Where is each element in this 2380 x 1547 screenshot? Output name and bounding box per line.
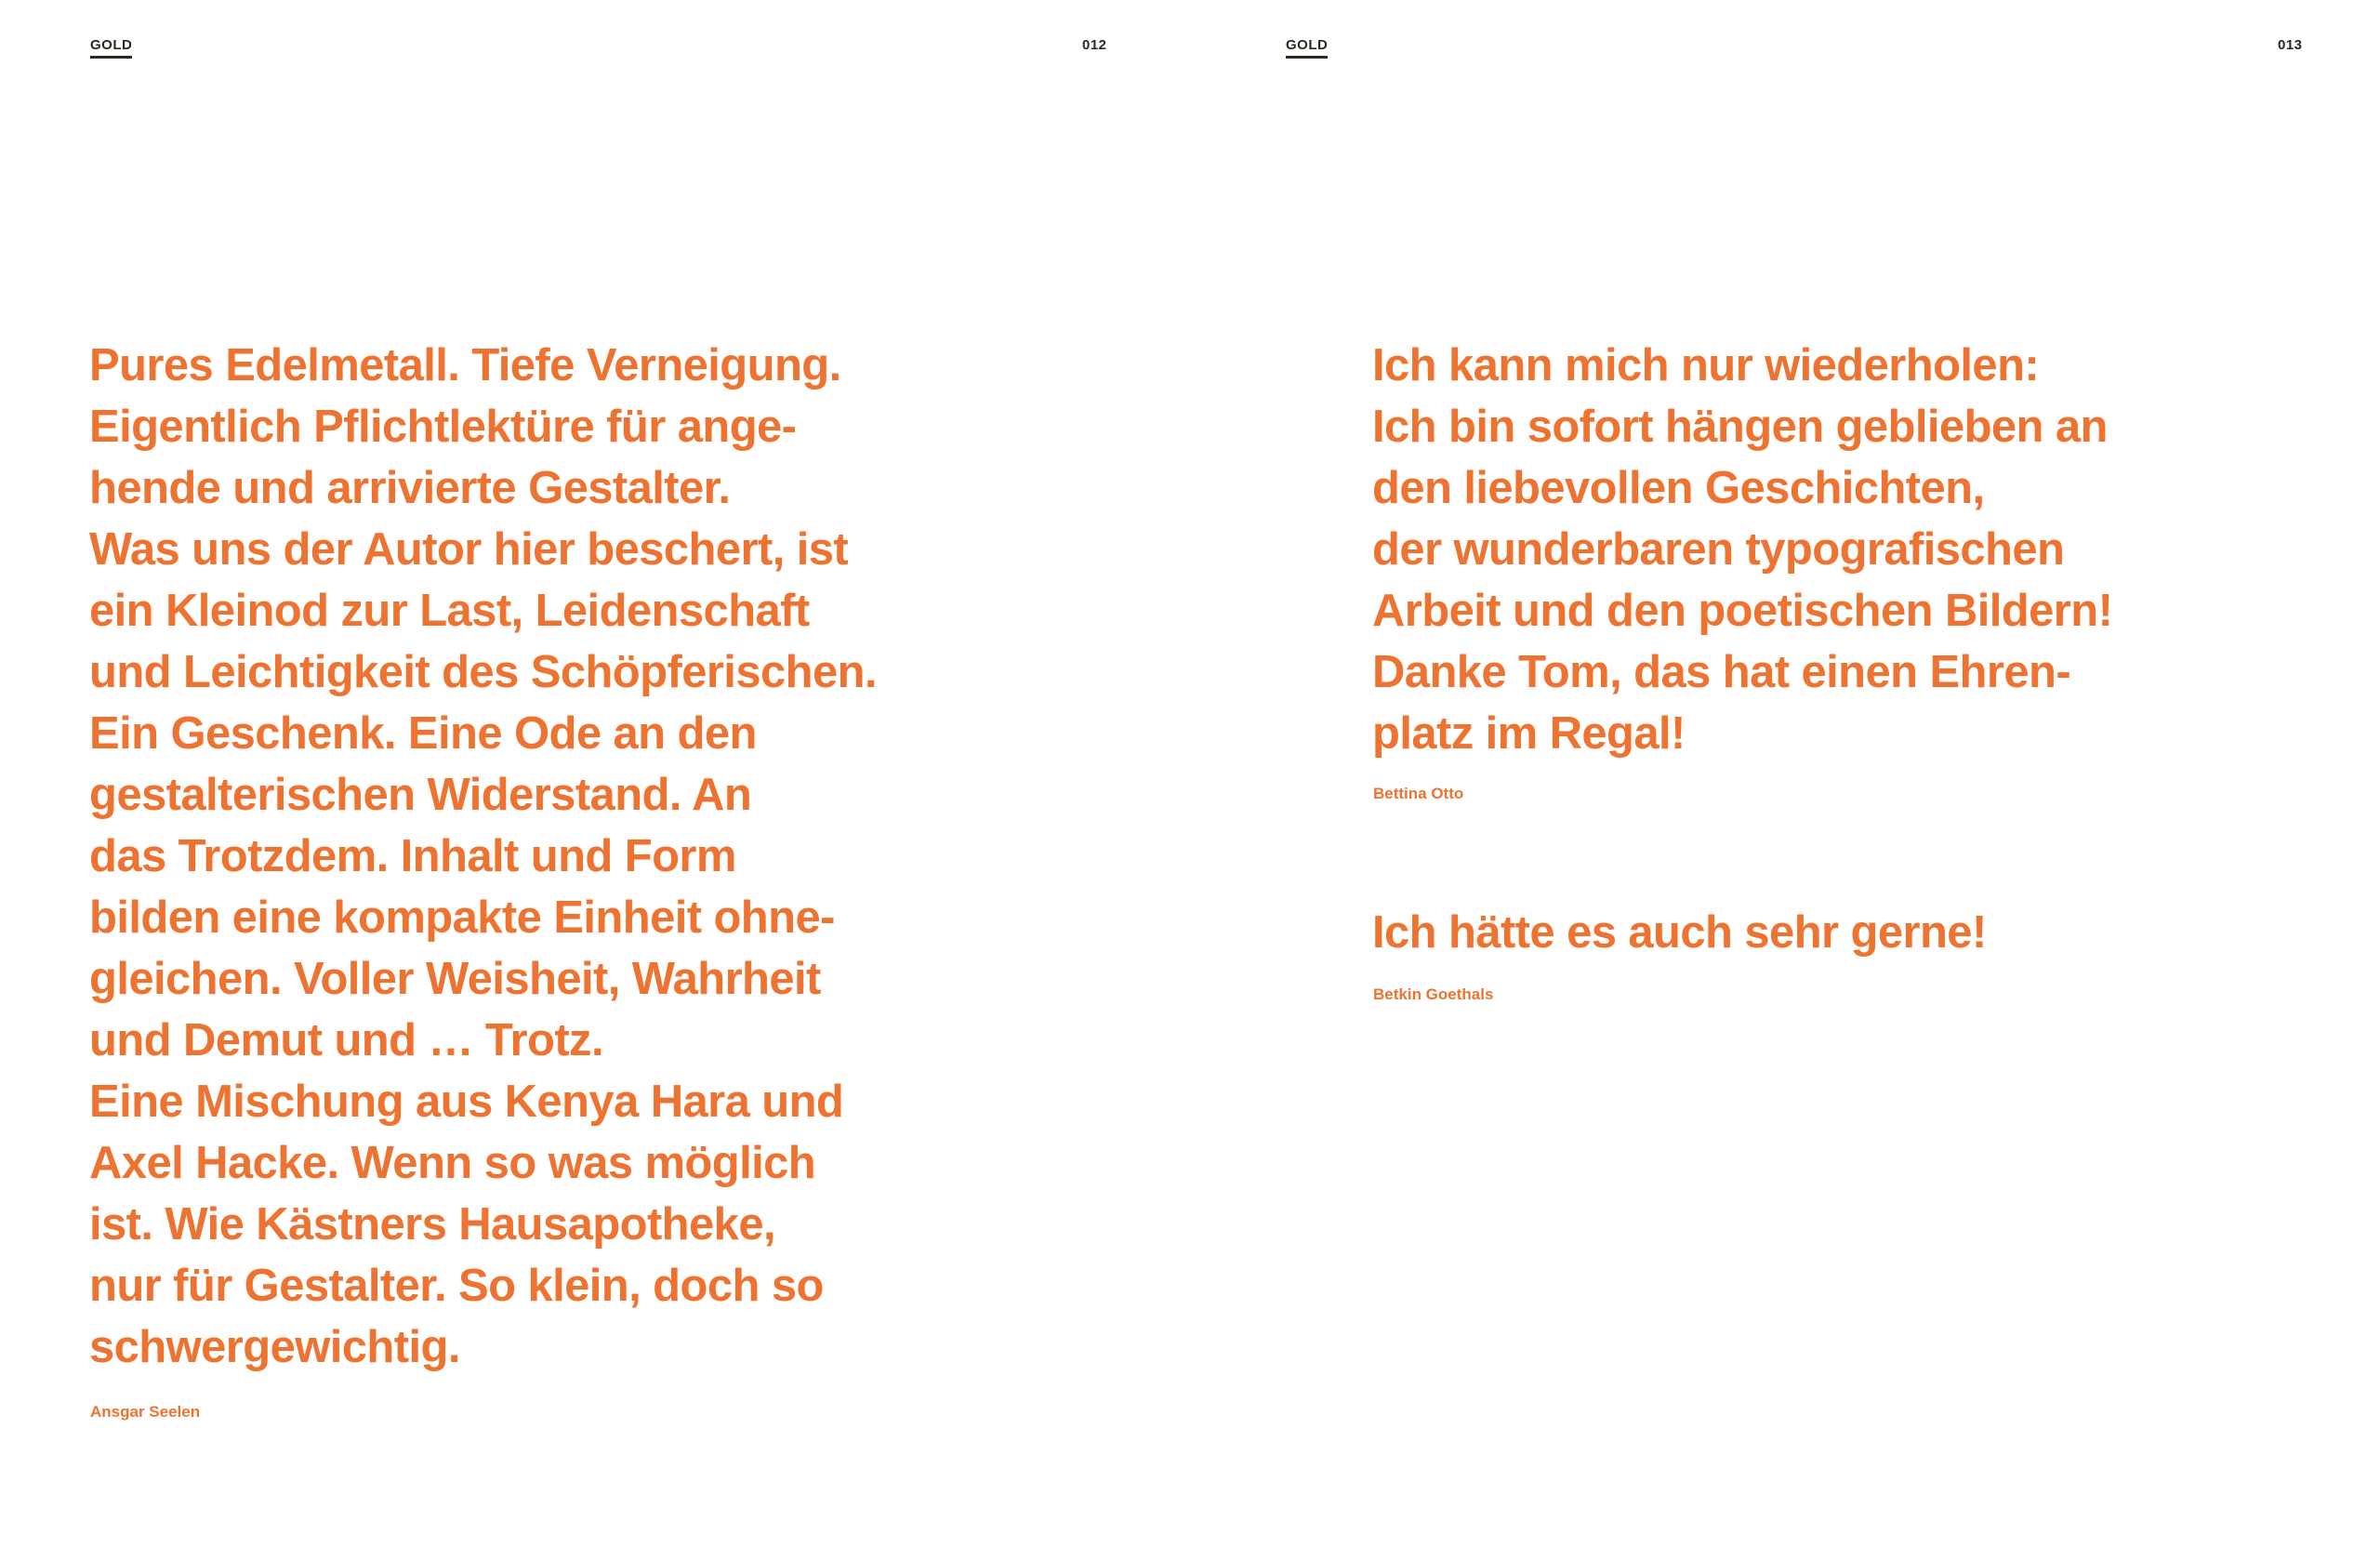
quote-line: Eigentlich Pflichtlektüre für ange- [89, 402, 797, 452]
running-head: GOLD [1286, 37, 1328, 59]
quote-line: Danke Tom, das hat einen Ehren- [1372, 647, 2071, 697]
quote-line: Axel Hacke. Wenn so was möglich [89, 1138, 816, 1188]
quote-line: der wunderbaren typografischen [1372, 524, 2065, 575]
quote-line: Ich bin sofort hängen geblieben an [1372, 402, 2108, 452]
quote-line: schwergewichtig. [89, 1322, 460, 1372]
quote-line: platz im Regal! [1372, 708, 1686, 759]
quote-line: hende und arrivierte Gestalter. [89, 463, 731, 513]
page-number: 013 [2278, 37, 2303, 53]
quote-line: den liebevollen Geschichten, [1372, 463, 1985, 513]
running-head: GOLD [90, 37, 132, 59]
quote-line: nur für Gestalter. So klein, doch so [89, 1261, 824, 1311]
quote-line: Eine Mischung aus Kenya Hara und [89, 1077, 844, 1127]
quote-line: und Leichtigkeit des Schöpferischen. [89, 647, 877, 697]
quote-line: gleichen. Voller Weisheit, Wahrheit [89, 954, 821, 1004]
quote-line: Arbeit und den poetischen Bildern! [1372, 586, 2113, 636]
quote-author: Ansgar Seelen [90, 1403, 201, 1421]
quote-line: Pures Edelmetall. Tiefe Verneigung. [89, 340, 841, 390]
quote-line: bilden eine kompakte Einheit ohne- [89, 892, 835, 943]
quote-line: gestalterischen Widerstand. An [89, 770, 752, 820]
page-number: 012 [1082, 37, 1107, 53]
quote-line: das Trotzdem. Inhalt und Form [89, 831, 736, 881]
quote-line: ist. Wie Kästners Hausapotheke, [89, 1199, 775, 1250]
quote-author: Bettina Otto [1373, 785, 1464, 802]
quote-line: Ich kann mich nur wiederholen: [1372, 340, 2040, 390]
quote-line: und Demut und … Trotz. [89, 1015, 603, 1065]
quote-line: Ein Geschenk. Eine Ode an den [89, 708, 757, 759]
quote-line: Was uns der Autor hier beschert, ist [89, 524, 849, 575]
quote-bettina-otto [1372, 335, 2112, 764]
quote-line: Ich hätte es auch sehr gerne! [1372, 907, 1987, 958]
quote-author: Betkin Goethals [1373, 985, 1494, 1003]
quote-betkin-goethals [1372, 902, 1987, 963]
quote-ansgar-seelen [89, 335, 877, 1378]
quote-line: ein Kleinod zur Last, Leidenschaft [89, 586, 810, 636]
